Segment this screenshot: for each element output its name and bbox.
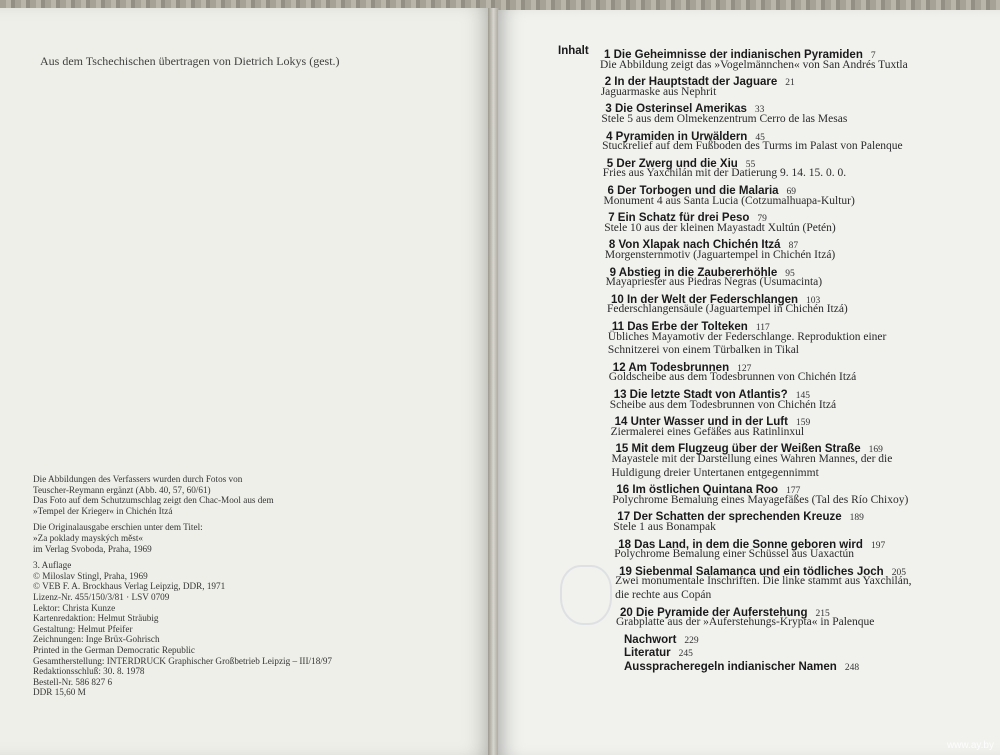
- imprint-line: Zeichnungen: Inge Brüx-Gohrisch: [33, 634, 160, 645]
- chapter-title: 8 Von Xlapak nach Chichén Itzá: [608, 239, 781, 252]
- chapter-title: 13 Die letzte Stadt von Atlantis?: [613, 389, 788, 401]
- page-number: 189: [849, 513, 864, 524]
- imprint-line: Lektor: Christa Kunze: [33, 602, 116, 613]
- translator-note: Aus dem Tschechischen übertragen von Dietrich Lokys (gest.): [40, 54, 340, 68]
- imprint-line: Lizenz-Nr. 455/150/3/81 · LSV 0709: [33, 591, 170, 602]
- illustration-caption: Polychrome Bemalung einer Schüssel aus Uaxactún: [614, 548, 855, 561]
- chapter-title: 7 Ein Schatz für drei Peso: [608, 212, 750, 225]
- chapter-title: 17 Der Schatten der sprechenden Kreuze: [617, 511, 842, 524]
- chapter-title: 6 Der Torbogen und die Malaria: [607, 185, 779, 197]
- imprint-line: Kartenredaktion: Helmut Sträubig: [33, 613, 159, 624]
- imprint-line: Teuscher-Reymann ergänzt (Abb. 40, 57, 60/61): [33, 484, 211, 495]
- illustration-caption: Stuckrelief auf dem Fußboden des Turms im Palast von Palenque: [602, 140, 903, 153]
- watermark: www.ay.by: [946, 740, 994, 751]
- imprint-line: © Miloslav Stingl, Praha, 1969: [33, 570, 148, 581]
- imprint-line: Printed in the German Democratic Republic: [33, 644, 196, 655]
- illustration-caption: Stele 1 aus Bonampak: [613, 521, 716, 533]
- imprint-line: Bestell-Nr. 586 827 6: [33, 676, 113, 687]
- imprint-line: Gestaltung: Helmut Pfeifer: [33, 623, 133, 634]
- chapter-title: 20 Die Pyramide der Auferstehung: [620, 606, 808, 619]
- illustration-caption: Polychrome Bemalung eines Mayagefäßes (Tal des Río Chixoy): [612, 493, 909, 506]
- imprint-line: Redaktionsschluß: 30. 8. 1978: [33, 666, 145, 677]
- illustration-caption: Goldscheibe aus dem Todesbrunnen von Chichén Itzá: [608, 371, 857, 384]
- page-number: 245: [678, 649, 693, 660]
- chapter-title: Ausspracheregeln indianischer Namen: [624, 661, 837, 673]
- imprint-line: »Za poklady mayských měst«: [33, 532, 143, 543]
- illustration-caption: Huldigung dreier Untertanen entgegennimmt: [611, 466, 819, 479]
- chapter-title: 11 Das Erbe der Tolteken: [611, 321, 748, 333]
- illustration-caption: Übliches Mayamotiv der Federschlange. Reproduktion einer: [607, 330, 887, 343]
- illustration-caption: Scheibe aus dem Todesbrunnen von Chichén Itzá: [609, 398, 837, 411]
- chapter-title: 18 Das Land, in dem die Sonne geboren wird: [618, 538, 863, 551]
- page-number: 248: [844, 663, 860, 673]
- illustration-caption: Zwei monumentale Inschriften. Die linke stammt aus Yaxchilán,: [615, 575, 912, 588]
- illustration-caption: Stele 5 aus dem Olmekenzentrum Cerro de las Mesas: [601, 113, 848, 125]
- page-number: 7: [870, 51, 876, 61]
- illustration-caption: Monument 4 aus Santa Lucia (Cotzumalhuapa-Kultur): [603, 194, 855, 207]
- illustration-caption: Grabplatte aus der »Auferstehungs-Krypta« in Palenque: [616, 616, 875, 629]
- imprint-line: 3. Auflage: [33, 560, 72, 571]
- chapter-title: 15 Mit dem Flugzeug über der Weißen Straße: [615, 443, 861, 456]
- illustration-caption: Die Abbildung zeigt das »Vogelmännchen« von San Andrés Tuxtla: [600, 58, 908, 71]
- imprint-line: »Tempel der Krieger« in Chichén Itzá: [33, 505, 173, 516]
- page-number: 205: [891, 567, 906, 578]
- chapter-title: 2 In der Hauptstadt der Jaguare: [604, 76, 778, 89]
- toc-heading: Inhalt: [558, 45, 589, 57]
- page-number: 45: [755, 132, 765, 143]
- illustration-caption: die rechte aus Copán: [615, 589, 712, 601]
- chapter-title: Literatur: [624, 647, 671, 660]
- page-number: 69: [786, 187, 797, 197]
- page-number: 229: [684, 635, 699, 646]
- page-number: 177: [786, 486, 801, 497]
- chapter-title: 9 Abstieg in die Zaubererhöhle: [609, 266, 778, 279]
- illustration-caption: Fries aus Yaxchilán mit der Datierung 9. 14. 15. 0. 0.: [602, 167, 847, 180]
- page-number: 215: [815, 608, 830, 619]
- illustration-caption: Stele 10 aus der kleinen Mayastadt Xultún (Petén): [604, 221, 836, 234]
- page-number: 79: [757, 214, 767, 225]
- page-number: 33: [754, 105, 765, 116]
- imprint-line: Die Abbildungen des Verfassers wurden durch Fotos von: [33, 474, 243, 484]
- chapter-title: 5 Der Zwerg und die Xiu: [606, 157, 738, 170]
- page-number: 95: [785, 268, 795, 279]
- chapter-title: 12 Am Todesbrunnen: [612, 361, 730, 374]
- chapter-title: 14 Unter Wasser und in der Luft: [614, 416, 788, 429]
- page-number: 159: [795, 418, 811, 429]
- page-number: 117: [755, 323, 770, 333]
- illustration-caption: Morgensternmotiv (Jaguartempel in Chichén Itzá): [604, 249, 836, 261]
- imprint-line: DDR 15,60 M: [33, 687, 86, 698]
- imprint-line: Die Originalausgabe erschien unter dem Titel:: [33, 522, 203, 533]
- illustration-caption: Schnitzerei von einem Türbalken in Tikal: [607, 344, 799, 357]
- illustration-caption: Mayastele mit der Darstellung eines Wahren Mannes, der die: [611, 453, 893, 465]
- page-number: 145: [795, 391, 810, 401]
- imprint-line: Das Foto auf dem Schutzumschlag zeigt den Chac-Mool aus dem: [33, 495, 274, 506]
- chapter-title: 3 Die Osterinsel Amerikas: [605, 103, 747, 116]
- page-number: 21: [785, 78, 795, 89]
- chapter-title: 10 In der Welt der Federschlangen: [611, 293, 799, 306]
- chapter-title: 19 Siebenmal Salamanca und ein tödliches Joch: [619, 565, 884, 578]
- page-number: 127: [737, 363, 752, 374]
- page-number: 87: [788, 241, 799, 252]
- illustration-caption: Ziermalerei eines Gefäßes aus Ratinlinxul: [610, 425, 805, 438]
- illustration-caption: Jaguarmaske aus Nephrit: [600, 85, 717, 98]
- toc-entry: [624, 657, 859, 675]
- imprint-line: im Verlag Svoboda, Praha, 1969: [33, 543, 152, 554]
- chapter-title: 16 Im östlichen Quintana Roo: [616, 484, 779, 497]
- page-number: 103: [806, 295, 821, 306]
- illustration-caption: Mayapriester aus Piedras Negras (Usumacinta): [605, 276, 823, 289]
- chapter-title: Nachwort: [624, 633, 677, 646]
- page-number: 55: [745, 159, 756, 170]
- imprint-line: © VEB F. A. Brockhaus Verlag Leipzig, DDR, 1971: [33, 581, 226, 592]
- imprint-line: Gesamtherstellung: INTERDRUCK Graphischer Großbetrieb Leipzig – III/18/97: [33, 655, 333, 666]
- chapter-title: 4 Pyramiden in Urwäldern: [606, 130, 748, 143]
- chapter-title: 1 Die Geheimnisse der indianischen Pyramiden: [604, 49, 863, 61]
- page-number: 197: [870, 540, 886, 551]
- illustration-caption: Federschlangensäule (Jaguartempel in Chichén Itzá): [607, 303, 848, 316]
- page-number: 169: [868, 445, 883, 456]
